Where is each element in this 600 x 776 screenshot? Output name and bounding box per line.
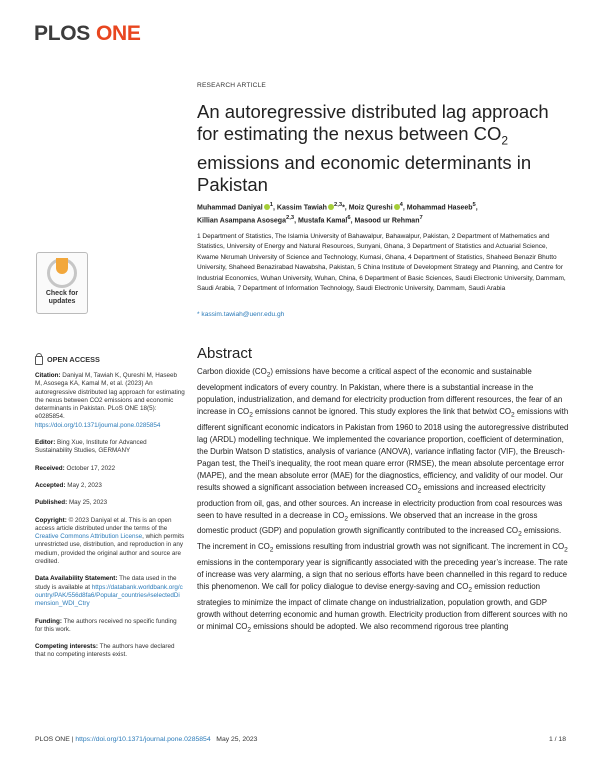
page-number: 1 / 18 [548, 736, 566, 743]
title-line: emissions and economic determinants in [197, 151, 532, 173]
badge-line2: updates [48, 298, 76, 305]
corresponding-email[interactable]: * kassim.tawiah@uenr.edu.gh [197, 311, 285, 318]
author-affil-sup: 4 [399, 202, 403, 208]
editor [35, 439, 185, 456]
copyright-text: © 2023 Daniyal et al. This is an open access article distributed under the terms of the [35, 516, 172, 532]
title-subscript: 2 [501, 133, 509, 148]
author-affil-sup: 2,3 [285, 215, 295, 222]
logo-plos: PLOS [34, 22, 90, 45]
citation-doi-link[interactable]: https://doi.org/10.1371/journal.pone.0285854 [35, 421, 161, 429]
article-title [197, 101, 569, 196]
subscript-2: 2 [344, 515, 349, 523]
copyright-text-end: , which permits unrestricted use, distribution, and reproduction in any medium, provided the original author and source are credited. [35, 533, 185, 566]
journal-logo [34, 22, 141, 46]
author-affil-sup: 7 [419, 215, 423, 222]
data-link[interactable]: https://databank.worldbank.org/country/PAK/556d8fa6/Popular_countries#selectedDimension_WDI_Ctry [35, 583, 183, 608]
author-affil-sup: 5 [472, 202, 476, 208]
accepted-date: May 2, 2023 [67, 481, 102, 489]
subscript-2: 2 [269, 546, 274, 554]
check-for-updates-badge[interactable] [36, 252, 88, 314]
abstract-heading: Abstract [197, 345, 253, 362]
corresponding-mark: * [342, 204, 345, 212]
subscript-2: 2 [417, 487, 422, 495]
footer-date: May 25, 2023 [216, 736, 258, 743]
competing-text: The authors have declared that no competing interests exist. [35, 643, 175, 659]
page-footer [35, 736, 257, 743]
author-name[interactable]: Kassim Tawiah [276, 204, 327, 212]
author-name[interactable]: Muhammad Daniyal [197, 204, 263, 212]
abstract-text: emissions cannot be ignored. This study explores the link that betwixt CO [252, 406, 512, 416]
title-line: Pakistan [197, 173, 268, 195]
data-availability [35, 575, 185, 608]
citation-label: Citation: [35, 372, 61, 379]
abstract-body [197, 366, 569, 637]
abstract-text: emissions. We observed that an increase in the gross domestic product (GDP) and population growth significantly contributed to the increased CO [197, 510, 538, 536]
subscript-2: 2 [247, 626, 252, 634]
logo-one: ONE [95, 22, 141, 45]
author-name[interactable]: Moiz Qureshi [348, 204, 393, 212]
abstract-text: emission reduction strategies to minimize the impact of climate change on industrialization, population growth, and GDP growth without deterring economic and human growth. Electricity production from different sources with no or minimal CO [197, 581, 568, 631]
title-line: for estimating the nexus between CO [197, 123, 502, 144]
author-list: Muhammad Daniyal $^1$, Kassim Tawiah $^{2,3}$*, Moiz Qureshi $^4$, Mohammad Haseeb$^5$, Killian Asampana Asosega$^{2,3}$, Mustafa Kamal$^6$, Masood ur Rehman$^7$ [197, 202, 478, 225]
author-affil-sup: 2,3 [333, 202, 343, 208]
abstract-text: Carbon dioxide (CO [197, 367, 267, 376]
abstract-text: ) emissions have become a critical aspect of the economic and sustainable development indicators of every country. In Pakistan, where there is a substantial increase in the population, industrialization, and demand for electricity production from different resources, the fear of an increase in CO [197, 367, 563, 416]
data-availability-text: The data used in the study is available at [35, 575, 177, 591]
accepted-label: Accepted: [35, 481, 66, 489]
author-affil-sup: 1 [269, 202, 273, 208]
copyright-label: Copyright: [35, 516, 67, 524]
open-access [35, 356, 185, 365]
citation [35, 372, 185, 430]
subscript-2: 2 [249, 411, 253, 419]
accepted [35, 482, 185, 490]
open-access-label: OPEN ACCESS [47, 355, 100, 365]
published-date: May 25, 2023 [68, 499, 108, 507]
subscript-2: 2 [511, 411, 515, 419]
cc-license-link[interactable]: Creative Commons Attribution License [35, 533, 143, 541]
abstract-text: emissions. The increment in CO [197, 526, 562, 552]
author-name[interactable]: Mohammad Haseeb [406, 204, 473, 212]
editor-label: Editor: [35, 439, 56, 447]
subscript-2: 2 [518, 531, 522, 539]
check-updates-icon [47, 258, 77, 288]
abstract-text: emissions in the contemporary year is significantly associated with the preceding year’s increase. The rate of increase was very alarming, a sign that no serious efforts have been channelled in this regard to reduce this phenomenon. We call for policy dialogue to devise energy-saving and CO [197, 557, 568, 591]
footer-doi-link[interactable]: https://doi.org/10.1371/journal.pone.0285854 [75, 736, 211, 743]
article-type: RESEARCH ARTICLE [197, 82, 267, 89]
received-date: October 17, 2022 [66, 464, 116, 472]
abstract-text: emissions resulting from industrial growth was not significant. The increment in CO [273, 542, 565, 552]
author-affil-sup: 6 [347, 215, 351, 222]
funding-label: Funding: [35, 617, 62, 625]
badge-line1: Check for [45, 290, 79, 297]
article-sidebar [35, 356, 185, 669]
competing-interests [35, 643, 185, 660]
author-name[interactable]: Killian Asampana Asosega [197, 217, 286, 225]
author-name[interactable]: Mustafa Kamal [297, 217, 348, 225]
published-label: Published: [35, 499, 68, 507]
subscript-2: 2 [468, 586, 473, 594]
affiliations: 1 Department of Statistics, The Islamia University of Bahawalpur, Bahawalpur, Pakistan, 2 Department of Mathematics and Statistics, University of Energy and Natural Resources, Sunyani, Ghana, 3 Department of Statistics and Actuarial Science, Kwame Nkrumah University of Science and Technology, Kumasi, Ghana, 4 Department of Statistics, Shaheed Benazir Bhutto University, Shaheed Benazirabad Nawabsha, Pakistan, 5 China Institute of Development Strategy and Planning, and Centre for Industrial Economics, Wuhan University, Wuhan, China, 6 Department of Basic Sciences, Saudi Electronic University, Dammam, Saudi Arabia, 7 Department of Information Technology, Saudi Electronic University, Dammam, Saudi Arabia [197, 233, 566, 293]
abstract-text: emissions should be adopted. We also recommend rigorous tree planting [251, 621, 509, 631]
author-name[interactable]: Masood ur Rehman [354, 217, 420, 225]
open-lock-icon [35, 356, 43, 365]
received [35, 465, 185, 473]
citation-text: Daniyal M, Tawiah K, Qureshi M, Haseeb M, Asosega KA, Kamal M, et al. (2023) An autoregressive distributed lag approach for estimating the nexus between CO2 emissions and economic determinants in Pakistan. PLoS ONE 18(5): e0285854. [35, 372, 185, 421]
subscript-2: 2 [564, 546, 568, 554]
funding-text: The authors received no specific funding for this work. [35, 617, 177, 633]
footer-journal: PLOS ONE [35, 736, 70, 743]
footer-separator: | [69, 736, 76, 743]
editor-text: Bing Xue, Institute for Advanced Sustainability Studies, GERMANY [35, 439, 147, 455]
received-label: Received: [35, 464, 65, 472]
title-line: An autoregressive distributed lag approach [197, 101, 549, 122]
subscript-2: 2 [266, 371, 271, 379]
funding [35, 618, 185, 635]
data-availability-label: Data Availability Statement: [35, 575, 118, 583]
abstract-text: emissions and increased electricity production from oil, gas, and other sources. An increase in electricity production from coal resources was seen to have resulted in a decrease in CO [197, 483, 563, 520]
abstract-text: emissions with different significant economic indicators in Pakistan from 1960 to 2018 using the autoregressive distributed lag (ARDL) modelling technique. We implemented the covariance proportion, coefficient of determination, the Durbin Watson D statistics, analysis of variance (ANOVA), variance inflating factor (VIF), the Breusch-Pagan test, the Theil’s inequality, the root mean quare error (RMSE), the mean absolute percentage error (MAPE), and the mean absolute error (MAE) for the diagnostics, efficiency, and validity of our model. Our results showed a significant association between increased CO [197, 406, 569, 492]
competing-label: Competing interests: [35, 643, 98, 651]
copyright [35, 517, 185, 567]
published [35, 499, 185, 507]
